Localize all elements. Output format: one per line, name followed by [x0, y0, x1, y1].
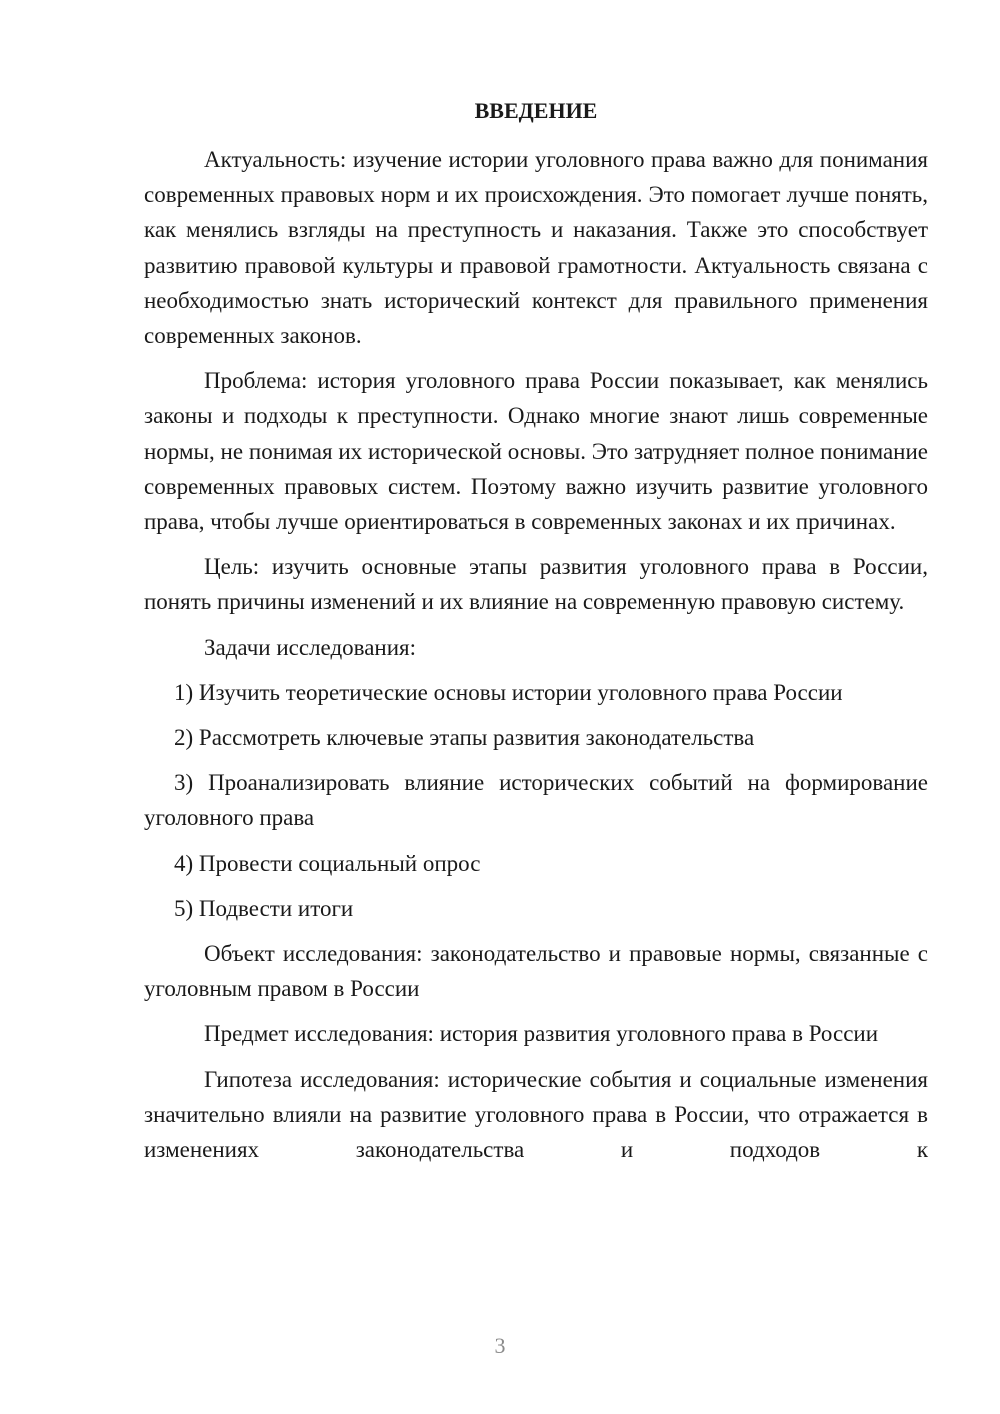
- page-number: 3: [494, 1333, 506, 1358]
- task-item-2: 2) Рассмотреть ключевые этапы развития законодательства: [174, 725, 755, 751]
- paragraph-subject: Предмет исследования: история развития уголовного права в России: [204, 1021, 879, 1047]
- task-item-4: 4) Провести социальный опрос: [174, 850, 481, 876]
- page-content: [144, 96, 928, 1177]
- paragraph-goal: Цель: изучить основные этапы развития уголовного права в России, понять причины изменений и их влияние на современную правовую систему.: [144, 554, 928, 615]
- tasks-label: Задачи исследования:: [204, 634, 417, 660]
- paragraph-problem: Проблема: история уголовного права России показывает, как менялись законы и подходы к преступности. Однако многие знают лишь современные нормы, не понимая их исторической основы. Это затрудняет полное понимание современных правовых систем. Поэтому важно изучить развитие уголовного права, чтобы лучше ориентироваться в современных законах и их причинах.: [144, 368, 928, 535]
- paragraph-object: Объект исследования: законодательство и правовые нормы, связанные с уголовным правом в России: [144, 941, 928, 1002]
- section-heading: ВВЕДЕНИЕ: [474, 98, 598, 123]
- task-item-3: 3) Проанализировать влияние исторических событий на формирование уголовного права: [144, 770, 928, 831]
- paragraph-hypothesis: Гипотеза исследования: исторические события и социальные изменения значительно влияли на развитие уголовного права в России, что отражается в изменениях законодательства и подходов к: [144, 1066, 928, 1163]
- task-item-5: 5) Подвести итоги: [174, 895, 354, 921]
- task-item-1: 1) Изучить теоретические основы истории уголовного права России: [174, 679, 843, 705]
- paragraph-relevance: Актуальность: изучение истории уголовного права важно для понимания современных правовых норм и их происхождения. Это помогает лучше понять, как менялись взгляды на преступность и наказания. Также это способствует развитию правовой культуры и правовой грамотности. Актуальность связана с необходимостью знать исторический контекст для правильного применения современных законов.: [144, 147, 928, 349]
